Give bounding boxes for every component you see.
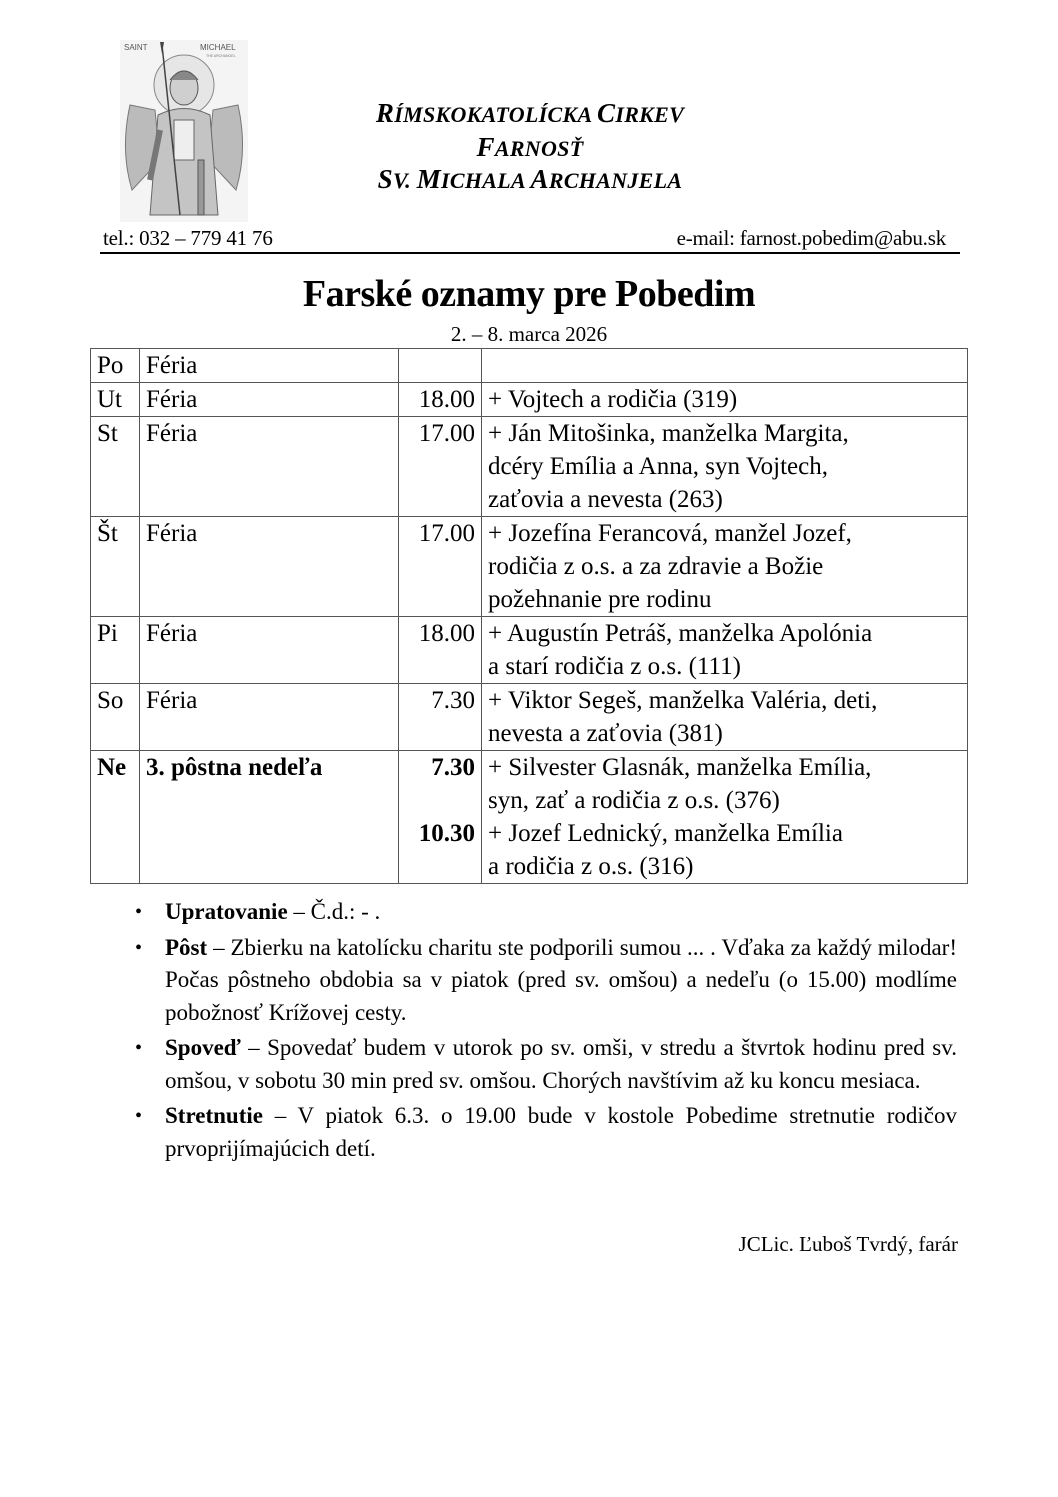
announcement-title: Spoveď xyxy=(165,1035,241,1060)
announcements-list xyxy=(135,896,957,1168)
liturgical-day: Féria xyxy=(140,417,399,517)
intention-line: + Jozefína Ferancová, manžel Jozef, xyxy=(488,520,852,547)
intention-line: požehnanie pre rodinu xyxy=(488,586,712,613)
mass-intentions xyxy=(482,617,968,684)
mass-time xyxy=(405,450,475,483)
schedule-row xyxy=(91,517,968,617)
mass-schedule-table xyxy=(90,348,968,884)
parish-name xyxy=(280,164,780,195)
announcement-text: – V piatok 6.3. o 19.00 bude v kostole Pobedime stretnutie rodičov prvoprijímajúcich detí. xyxy=(165,1103,957,1161)
announcement-text: – Spovedať budem v utorok po sv. omši, v stredu a štvrtok hodinu pred sv. omšou, v sobotu 30 min pred sv. omšou. Chorých navštívim až ku koncu mesiaca. xyxy=(165,1035,957,1093)
day-abbrev: Št xyxy=(91,517,140,617)
mass-time xyxy=(405,349,475,382)
intention-line: + Silvester Glasnák, manželka Emília, xyxy=(488,754,872,781)
mass-time: 7.30 xyxy=(431,687,475,714)
schedule-row xyxy=(91,349,968,383)
mass-time xyxy=(405,784,475,817)
intention-line: + Augustín Petráš, manželka Apolónia xyxy=(488,620,873,647)
mass-intentions xyxy=(482,383,968,417)
header-line-2: FARNOSŤ xyxy=(476,132,584,162)
mass-times xyxy=(399,349,482,383)
mass-time xyxy=(405,550,475,583)
church-name xyxy=(280,98,780,129)
intention-line: + Ján Mitošinka, manželka Margita, xyxy=(488,420,849,447)
announcement-text: – Č.d.: - . xyxy=(287,899,381,924)
intention-line: dcéry Emília a Anna, syn Vojtech, xyxy=(488,453,828,480)
announcement-title: Upratovanie xyxy=(165,899,288,924)
mass-intentions xyxy=(482,751,968,884)
intention-line: syn, zať a rodičia z o.s. (376) xyxy=(488,787,780,814)
email-address: e-mail: farnost.pobedim@abu.sk xyxy=(676,226,946,250)
saint-michael-icon xyxy=(120,40,248,222)
mass-time: 7.30 xyxy=(431,754,475,781)
schedule-row xyxy=(91,684,968,751)
mass-time xyxy=(405,717,475,750)
mass-times xyxy=(399,417,482,517)
announcement-title: Stretnutie xyxy=(165,1103,263,1128)
mass-time: 18.00 xyxy=(418,386,475,413)
mass-times xyxy=(399,684,482,751)
page-title: Farské oznamy pre Pobedim xyxy=(302,273,756,315)
intention-line: zaťovia a nevesta (263) xyxy=(488,486,723,513)
liturgical-day: Féria xyxy=(140,349,399,383)
schedule-row xyxy=(91,617,968,684)
mass-time xyxy=(405,583,475,616)
mass-times xyxy=(399,751,482,884)
liturgical-day: Féria xyxy=(140,517,399,617)
intention-line: nevesta a zaťovia (381) xyxy=(488,720,723,747)
date-range: 2. – 8. marca 2026 xyxy=(450,322,608,346)
announcement-title: Pôst xyxy=(165,934,208,960)
intention-line: + Vojtech a rodičia (319) xyxy=(488,386,738,413)
announcement-text: – Zbierku na katolícku charitu ste podporili sumou ... . Vďaka za každý milodar! Počas pôstneho obdobia sa v piatok (pred sv. omšou) a nedeľu (o 15.00) modlíme pobožnosť Krížovej cesty. xyxy=(165,934,957,1025)
intention-line: + Jozef Lednický, manželka Emília xyxy=(488,820,843,847)
mass-time: 17.00 xyxy=(418,420,475,447)
day-abbrev: Pi xyxy=(91,617,140,684)
header-line-3: SV. MICHALA ARCHANJELA xyxy=(377,164,683,194)
intention-line: a starí rodičia z o.s. (111) xyxy=(488,653,741,680)
day-abbrev: Ne xyxy=(91,751,140,884)
liturgical-day: Féria xyxy=(140,684,399,751)
day-abbrev: Po xyxy=(91,349,140,383)
liturgical-day: Féria xyxy=(140,617,399,684)
header-line-1: RÍMSKOKATOLÍCKA CIRKEV xyxy=(375,98,685,128)
mass-times xyxy=(399,383,482,417)
mass-intentions xyxy=(482,684,968,751)
day-abbrev: St xyxy=(91,417,140,517)
day-abbrev: So xyxy=(91,684,140,751)
mass-intentions xyxy=(482,349,968,383)
intention-line: rodičia z o.s. a za zdravie a Božie xyxy=(488,553,824,580)
mass-time xyxy=(405,650,475,683)
parish-label xyxy=(280,132,780,163)
logo-caption-left: SAINT xyxy=(124,43,148,52)
day-abbrev: Ut xyxy=(91,383,140,417)
mass-time: 10.30 xyxy=(418,820,475,847)
mass-intentions xyxy=(482,417,968,517)
schedule-row xyxy=(91,751,968,884)
announcement-item xyxy=(135,896,957,929)
signature: JCLic. Ľuboš Tvrdý, farár xyxy=(738,1232,958,1256)
bullet-icon: • xyxy=(135,936,143,959)
bullet-icon: • xyxy=(135,1105,143,1127)
announcement-item xyxy=(135,932,957,1030)
liturgical-day: Féria xyxy=(140,383,399,417)
liturgical-day: 3. pôstna nedeľa xyxy=(140,751,399,884)
announcement-item xyxy=(135,1100,957,1165)
phone-number: tel.: 032 – 779 41 76 xyxy=(103,226,273,250)
logo-caption-sub: THE ARCHANGEL xyxy=(206,54,236,58)
mass-time xyxy=(405,850,475,883)
mass-times xyxy=(399,617,482,684)
logo-caption-right: MICHAEL xyxy=(200,43,236,52)
announcement-item xyxy=(135,1032,957,1097)
mass-intentions xyxy=(482,517,968,617)
intention-line: + Viktor Segeš, manželka Valéria, deti, xyxy=(488,687,878,714)
intention-line: a rodičia z o.s. (316) xyxy=(488,853,694,880)
header-divider xyxy=(100,252,960,254)
mass-time: 18.00 xyxy=(418,620,475,647)
schedule-row xyxy=(91,417,968,517)
schedule-row xyxy=(91,383,968,417)
intention-line xyxy=(488,349,961,382)
mass-times xyxy=(399,517,482,617)
bullet-icon: • xyxy=(135,901,143,923)
mass-time: 17.00 xyxy=(418,520,475,547)
bullet-icon: • xyxy=(135,1037,143,1059)
mass-time xyxy=(405,483,475,516)
